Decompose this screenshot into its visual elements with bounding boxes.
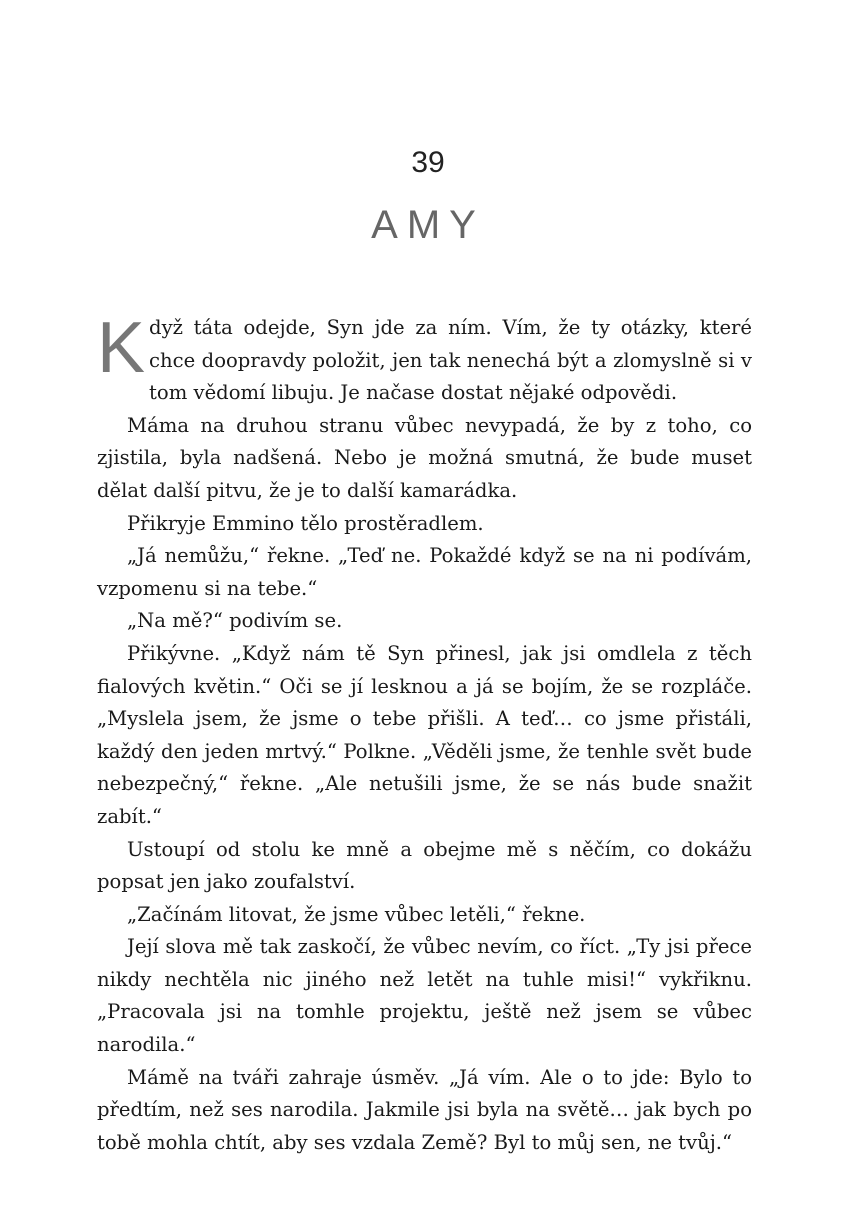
paragraph: Přikývne. „Když nám tě Syn přinesl, jak jsi omdlela z těch fialových květin.“ Oči se jí lesknou a já se bojím, že se rozpláče. „Myslela jsem, že jsme o tebe přišli. A teď… co jsme přistáli, každý den jeden mrtvý.“ Polkne. „Věděli jsme, že tenhle svět bude nebezpečný,“ řekne. „Ale netušili jsme, že se nás bude snažit zabít.“	[97, 641, 752, 828]
paragraph: Máma na druhou stranu vůbec nevypadá, že by z toho, co zjistila, byla nadšená. Nebo je možná smutná, že bude muset dělat další pitvu, že je to další kamarádka.	[97, 413, 752, 502]
paragraph: Mámě na tváři zahraje úsměv. „Já vím. Ale o to jde: Bylo to předtím, než ses narodila. Jakmile jsi byla na světě… jak bych po tobě mohla chtít, aby ses vzdala Země? Byl to můj sen, ne tvůj.“	[97, 1065, 752, 1154]
paragraph-text: dyž táta odejde, Syn jde za ním. Vím, že ty otázky, které chce doopravdy položit, jen tak nenechá být a zlomyslně si v tom vědomí libuju. Je načase dostat nějaké odpovědi.	[149, 316, 752, 405]
drop-cap: K	[97, 308, 146, 388]
paragraph: „Na mě?“ podivím se.	[127, 609, 343, 633]
paragraph	[97, 308, 752, 410]
paragraph: Přikryje Emmino tělo prostěradlem.	[127, 511, 484, 535]
chapter-title: AMY	[371, 203, 485, 247]
paragraph: „Začínám litovat, že jsme vůbec letěli,“ řekne.	[127, 902, 586, 926]
chapter-number: 39	[411, 146, 445, 179]
paragraph: Ustoupí od stolu ke mně a obejme mě s něčím, co dokážu popsat jen jako zoufalství.	[97, 837, 752, 894]
paragraph: Její slova mě tak zaskočí, že vůbec nevím, co říct. „Ty jsi přece nikdy nechtěla nic jiného než letět na tuhle misi!“ vykřiknu. „Pracovala jsi na tomhle projektu, ještě než jsem se vůbec narodila.“	[97, 935, 752, 1057]
paragraph: „Já nemůžu,“ řekne. „Teď ne. Pokaždé když se na ni podívám, vzpomenu si na tebe.“	[97, 544, 752, 600]
chapter-body	[97, 308, 752, 1159]
